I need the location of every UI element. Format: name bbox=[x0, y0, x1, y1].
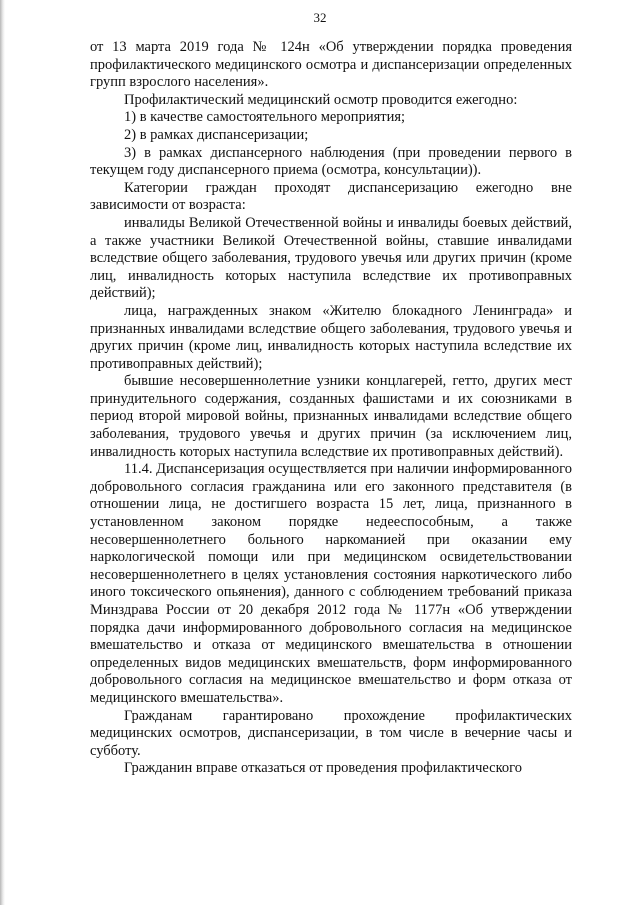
paragraph-order-reference: от 13 марта 2019 года № 124н «Об утверждении порядка проведения профилактического медицинского осмотра и диспансеризации определенных групп взрослого населения». bbox=[90, 39, 572, 91]
paragraph-war-invalids: инвалиды Великой Отечественной войны и инвалиды боевых действий, а также участники Великой Отечественной войны, ставшие инвалидами вследствие общего заболевания, трудового увечья или других причин (кроме лиц, инвалидность которых наступила вследствие их противоправных действий); bbox=[90, 214, 572, 302]
paragraph-section-11-4: 11.4. Диспансеризация осуществляется при наличии информированного добровольного согласия гражданина или его законного представителя (в отношении лица, не достигшего возраста 15 лет, лица, признанного в установленном законом порядке недееспособным, а также несовершеннолетнего больного наркоманией при оказании ему наркологической помощи или при медицинском освидетельствовании несовершеннолетнего в целях установления состояния наркотического либо иного токсического опьянения), данного с соблюдением требований приказа Минздрава России от 20 декабря 2012 года № 1177н «Об утверждении порядка дачи информированного добровольного согласия на медицинское вмешательство и отказа от медицинского вмешательства в отношении определенных видов медицинских вмешательств, форм информированного добровольного согласия на медицинское вмешательство и форм отказа от медицинского вмешательства». bbox=[90, 461, 572, 706]
page-number: 32 bbox=[313, 10, 327, 25]
paragraph-exam-frequency: Профилактический медицинский осмотр проводится ежегодно: bbox=[124, 91, 518, 108]
list-item-3: 3) в рамках диспансерного наблюдения (при проведении первого в текущем году диспансерного приема (осмотра, консультации)). bbox=[90, 144, 572, 179]
paragraph-refusal-right: Гражданин вправе отказаться от проведения профилактического bbox=[124, 760, 522, 777]
list-item-1: 1) в качестве самостоятельного мероприятия; bbox=[124, 109, 406, 126]
paragraph-annual-categories: Категории граждан проходят диспансеризацию ежегодно вне зависимости от возраста: bbox=[90, 179, 572, 214]
paragraph-guarantees: Гражданам гарантировано прохождение профилактических медицинских осмотров, диспансеризации, в том числе в вечерние часы и субботу. bbox=[90, 707, 572, 759]
paragraph-camp-prisoners: бывшие несовершеннолетние узники концлагерей, гетто, других мест принудительного содержания, созданных фашистами и их союзниками в период второй мировой войны, признанных инвалидами вследствие общего заболевания, трудового увечья и других причин (за исключением лиц, инвалидность которых наступила вследствие их противоправных действий). bbox=[90, 373, 572, 460]
paragraph-blockade-residents: лица, награжденных знаком «Жителю блокадного Ленинграда» и признанных инвалидами вследствие общего заболевания, трудового увечья и других причин (кроме лиц, инвалидность которых наступила вследствие их противоправных действий); bbox=[90, 302, 572, 372]
list-item-2: 2) в рамках диспансеризации; bbox=[124, 126, 309, 143]
document-body bbox=[90, 39, 572, 778]
scan-left-edge bbox=[0, 0, 5, 905]
